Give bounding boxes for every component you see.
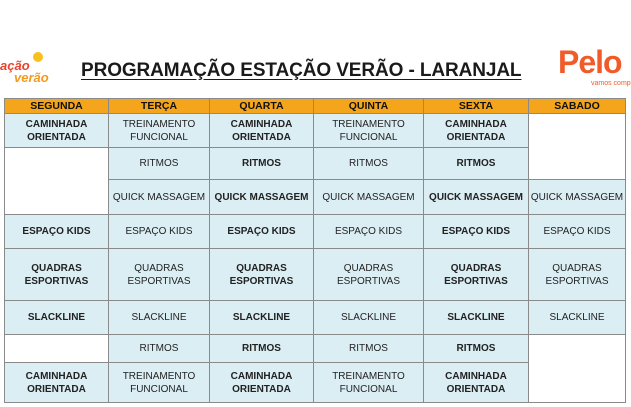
activity-cell: RITMOS (424, 335, 529, 363)
sun-icon (33, 52, 43, 62)
table-row (5, 215, 626, 249)
activity-cell: CAMINHADA ORIENTADA (5, 363, 109, 403)
activity-cell: QUADRAS ESPORTIVAS (5, 249, 109, 301)
empty-cell (5, 148, 109, 215)
activity-cell: QUADRAS ESPORTIVAS (529, 249, 626, 301)
activity-cell: QUICK MASSAGEM (529, 180, 626, 215)
page-header (0, 40, 631, 90)
activity-cell: RITMOS (109, 148, 210, 180)
activity-cell: QUADRAS ESPORTIVAS (314, 249, 424, 301)
activity-cell: CAMINHADA ORIENTADA (424, 363, 529, 403)
day-header: SEXTA (424, 99, 529, 114)
activity-cell: QUADRAS ESPORTIVAS (424, 249, 529, 301)
activity-cell: RITMOS (314, 148, 424, 180)
empty-cell (529, 335, 626, 403)
activity-cell: RITMOS (109, 335, 210, 363)
activity-cell: ESPAÇO KIDS (424, 215, 529, 249)
day-header: SEGUNDA (5, 99, 109, 114)
logo-left-line2: verão (14, 70, 49, 85)
day-header: QUARTA (210, 99, 314, 114)
day-header: QUINTA (314, 99, 424, 114)
activity-cell: ESPAÇO KIDS (109, 215, 210, 249)
activity-cell: SLACKLINE (210, 301, 314, 335)
empty-cell (529, 114, 626, 180)
day-header-row (5, 99, 626, 114)
page-title: PROGRAMAÇÃO ESTAÇÃO VERÃO - LARANJAL (81, 60, 522, 81)
activity-cell: ESPAÇO KIDS (529, 215, 626, 249)
activity-cell: QUICK MASSAGEM (109, 180, 210, 215)
activity-cell: QUADRAS ESPORTIVAS (109, 249, 210, 301)
activity-cell: SLACKLINE (5, 301, 109, 335)
pelotas-logo (558, 44, 631, 90)
activity-cell: TREINAMENTO FUNCIONAL (109, 363, 210, 403)
activity-cell: CAMINHADA ORIENTADA (210, 363, 314, 403)
activity-cell: TREINAMENTO FUNCIONAL (109, 114, 210, 148)
empty-cell (5, 335, 109, 363)
activity-cell: SLACKLINE (109, 301, 210, 335)
activity-cell: QUICK MASSAGEM (314, 180, 424, 215)
activity-cell: CAMINHADA ORIENTADA (424, 114, 529, 148)
day-header: TERÇA (109, 99, 210, 114)
activity-cell: SLACKLINE (529, 301, 626, 335)
activity-cell: ESPAÇO KIDS (210, 215, 314, 249)
activity-cell: TREINAMENTO FUNCIONAL (314, 114, 424, 148)
table-row (5, 335, 626, 363)
activity-cell: CAMINHADA ORIENTADA (5, 114, 109, 148)
activity-cell: QUICK MASSAGEM (210, 180, 314, 215)
activity-cell: SLACKLINE (314, 301, 424, 335)
activity-cell: QUADRAS ESPORTIVAS (210, 249, 314, 301)
table-row (5, 249, 626, 301)
activity-cell: QUICK MASSAGEM (424, 180, 529, 215)
activity-cell: CAMINHADA ORIENTADA (210, 114, 314, 148)
day-header: SABADO (529, 99, 626, 114)
activity-cell: SLACKLINE (424, 301, 529, 335)
activity-cell: RITMOS (424, 148, 529, 180)
estacao-verao-logo (0, 58, 72, 88)
activity-cell: RITMOS (210, 148, 314, 180)
activity-cell: ESPAÇO KIDS (314, 215, 424, 249)
activity-cell: RITMOS (210, 335, 314, 363)
table-row (5, 301, 626, 335)
table-row (5, 114, 626, 148)
activity-cell: RITMOS (314, 335, 424, 363)
logo-left-line1: ação (0, 58, 30, 73)
schedule-table (4, 98, 626, 403)
logo-right-sub: vamos comp (591, 80, 631, 87)
logo-right-word: Pelo (558, 44, 622, 80)
activity-cell: TREINAMENTO FUNCIONAL (314, 363, 424, 403)
activity-cell: ESPAÇO KIDS (5, 215, 109, 249)
